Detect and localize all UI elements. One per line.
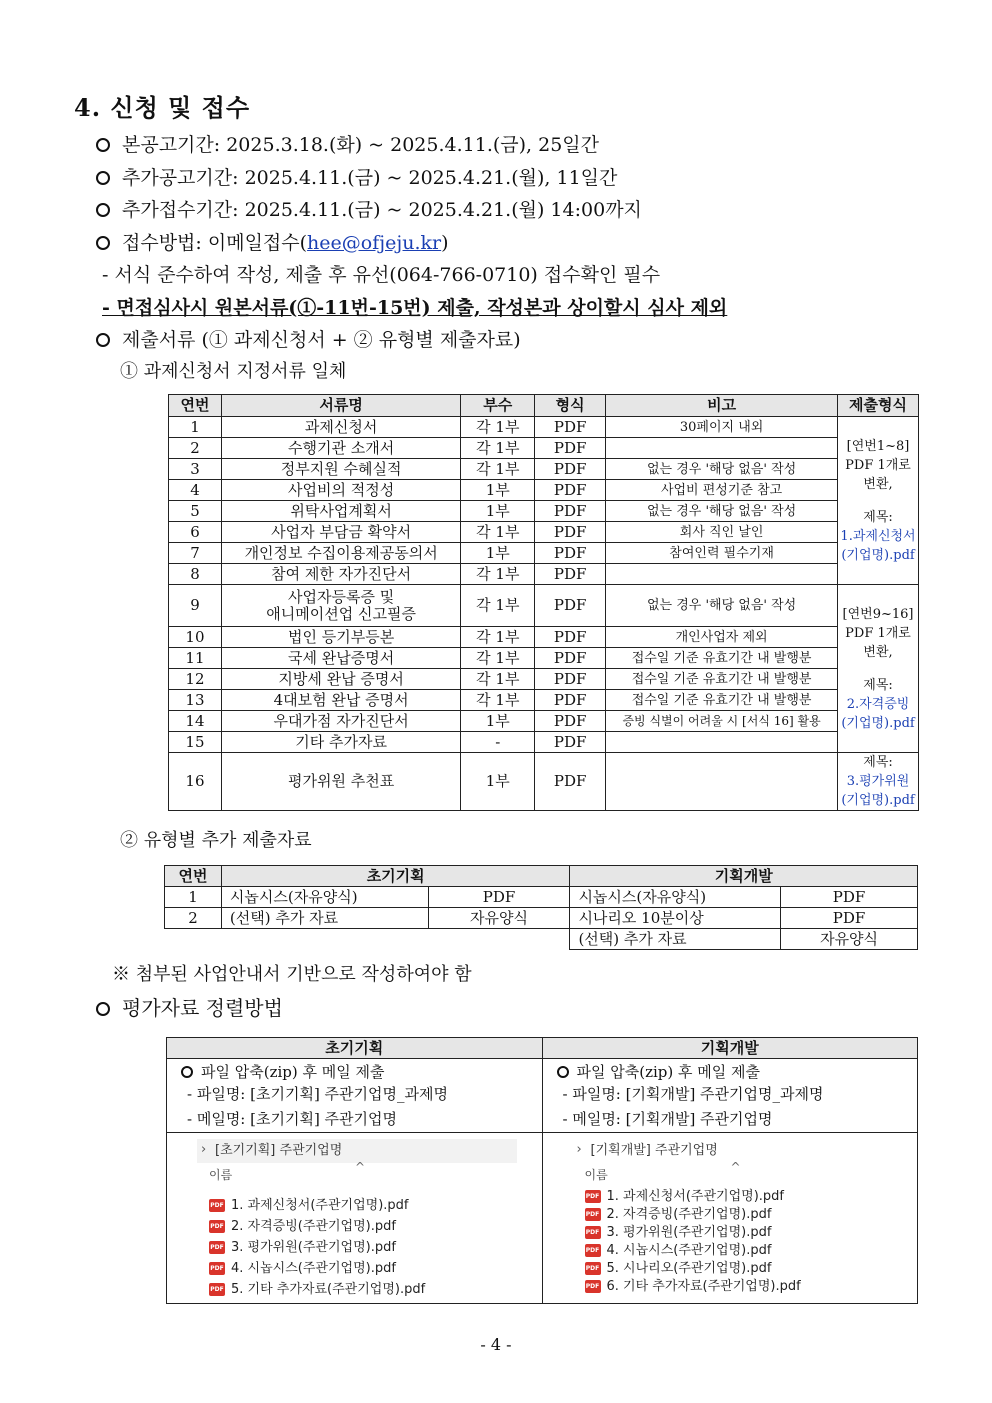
screenshot-row bbox=[167, 1133, 918, 1304]
cell-note bbox=[606, 732, 838, 753]
remark: ※ 첨부된 사업안내서 기반으로 작성하여야 함 bbox=[112, 964, 472, 985]
list-item bbox=[585, 1223, 801, 1241]
reception-close: ) bbox=[441, 232, 449, 254]
file-name: 2. 자격증빙(주관기업명).pdf bbox=[606, 1206, 772, 1222]
group2-line5: 2.자격증빙 bbox=[846, 696, 910, 712]
early-line1: 파일 압축(zip) 후 메일 제출 bbox=[201, 1063, 385, 1081]
cell-copies: 각 1부 bbox=[461, 564, 535, 585]
cell-copies: 1부 bbox=[461, 711, 535, 732]
table-row bbox=[169, 480, 919, 501]
cell-copies: 1부 bbox=[461, 501, 535, 522]
cell-submit-format-group-1 bbox=[838, 417, 919, 585]
col-header-early-planning: 초기기획 bbox=[221, 866, 570, 887]
name-column-header: 이름 bbox=[209, 1168, 233, 1182]
circle-bullet-icon bbox=[181, 1066, 193, 1078]
pdf-file-icon: PDF bbox=[585, 1262, 601, 1275]
list-item bbox=[209, 1279, 425, 1300]
eval-sort-table bbox=[166, 1037, 918, 1304]
col-header-doc-name: 서류명 bbox=[221, 395, 460, 417]
cell-doc-name: 법인 등기부등본 bbox=[221, 627, 460, 648]
cell-no: 10 bbox=[169, 627, 222, 648]
dev-line1-wrap bbox=[557, 1062, 918, 1082]
cell-format: PDF bbox=[535, 417, 606, 438]
early-line1-wrap bbox=[181, 1062, 542, 1082]
cell-dev-doc: 시나리오 10분이상 bbox=[570, 908, 781, 929]
cell-format: PDF bbox=[535, 627, 606, 648]
list-item bbox=[209, 1237, 425, 1258]
submit-docs bbox=[96, 328, 521, 352]
sort-caret-icon: ^ bbox=[730, 1160, 741, 1174]
cell-format: PDF bbox=[535, 753, 606, 811]
file-name: 2. 자격증빙(주관기업명).pdf bbox=[231, 1219, 396, 1234]
page-number: - 4 - bbox=[480, 1335, 512, 1354]
cell-doc-name: 수행기관 소개서 bbox=[221, 438, 460, 459]
table-row bbox=[169, 522, 919, 543]
cell-no: 13 bbox=[169, 690, 222, 711]
cell-format: PDF bbox=[535, 732, 606, 753]
cell-early-format: PDF bbox=[428, 887, 570, 908]
cell-note: 없는 경우 '해당 없음' 작성 bbox=[606, 585, 838, 627]
col-header-no: 연번 bbox=[169, 395, 222, 417]
group1-line3: 변환, bbox=[863, 476, 893, 492]
table-row bbox=[169, 585, 919, 627]
cell-no: 12 bbox=[169, 669, 222, 690]
group3-line3: (기업명).pdf bbox=[841, 793, 915, 808]
table-header-row bbox=[169, 395, 919, 417]
cell-copies: 각 1부 bbox=[461, 690, 535, 711]
table-row bbox=[169, 669, 919, 690]
pdf-file-icon: PDF bbox=[209, 1241, 225, 1254]
circle-bullet-icon bbox=[96, 138, 110, 152]
circle-bullet-icon bbox=[96, 171, 110, 185]
table-row bbox=[165, 908, 918, 929]
sub-heading-2: ② 유형별 추가 제출자료 bbox=[120, 830, 312, 851]
cell-note: 접수일 기준 유효기간 내 발행분 bbox=[606, 690, 838, 711]
additional-docs-table bbox=[164, 865, 918, 950]
cell-no: 9 bbox=[169, 585, 222, 627]
cell-format: PDF bbox=[535, 459, 606, 480]
pdf-file-icon: PDF bbox=[585, 1226, 601, 1239]
eval-title-text: 평가자료 정렬방법 bbox=[122, 996, 283, 1020]
list-item bbox=[585, 1187, 801, 1205]
col-header-note: 비고 bbox=[606, 395, 838, 417]
cell-early-doc: (선택) 추가 자료 bbox=[221, 908, 428, 929]
cell-doc-name: 4대보험 완납 증명서 bbox=[221, 690, 460, 711]
file-name: 3. 평가위원(주관기업명).pdf bbox=[231, 1240, 396, 1255]
cell-no: 3 bbox=[169, 459, 222, 480]
cell-note: 접수일 기준 유효기간 내 발행분 bbox=[606, 648, 838, 669]
cell-copies: 1부 bbox=[461, 480, 535, 501]
table-row bbox=[169, 732, 919, 753]
group1-line2: PDF 1개로 bbox=[845, 457, 911, 473]
col-header-format: 형식 bbox=[535, 395, 606, 417]
cell-format: PDF bbox=[535, 690, 606, 711]
additional-reception-period bbox=[96, 198, 642, 222]
group1-line5: 1.과제신청서 bbox=[840, 528, 916, 544]
cell-submit-format-group-3 bbox=[838, 753, 919, 811]
dev-folder-view bbox=[543, 1133, 918, 1303]
circle-bullet-icon bbox=[96, 203, 110, 217]
cell-no: 4 bbox=[169, 480, 222, 501]
cell-copies: 각 1부 bbox=[461, 585, 535, 627]
cell-dev-format: 자유양식 bbox=[781, 929, 918, 950]
dev-instructions bbox=[542, 1059, 918, 1133]
cell-copies: 각 1부 bbox=[461, 459, 535, 480]
cell-format: PDF bbox=[535, 585, 606, 627]
cell-format: PDF bbox=[535, 438, 606, 459]
cell-format: PDF bbox=[535, 480, 606, 501]
pdf-file-icon: PDF bbox=[585, 1280, 601, 1293]
reception-method bbox=[96, 231, 449, 255]
cell-doc-name bbox=[221, 585, 460, 627]
cell-no: 16 bbox=[169, 753, 222, 811]
file-name: 5. 기타 추가자료(주관기업명).pdf bbox=[231, 1282, 426, 1297]
cell-format: PDF bbox=[535, 648, 606, 669]
table-header-row bbox=[165, 866, 918, 887]
folder-breadcrumb: › [초기기획] 주관기업명 bbox=[197, 1139, 517, 1163]
application-docs-table bbox=[168, 394, 919, 811]
group3-line1: 제목: bbox=[863, 755, 893, 770]
table-row bbox=[169, 648, 919, 669]
dash-note-confirm: - 서식 준수하여 작성, 제출 후 유선(064-766-0710) 접수확인 필수 bbox=[102, 264, 661, 286]
cell-doc-name: 우대가점 자가진단서 bbox=[221, 711, 460, 732]
file-list bbox=[209, 1195, 425, 1300]
pdf-file-icon: PDF bbox=[585, 1208, 601, 1221]
table-row bbox=[165, 929, 918, 950]
list-item bbox=[585, 1277, 801, 1295]
pdf-file-icon: PDF bbox=[209, 1262, 225, 1275]
dev-line2: - 파일명: [기획개발] 주관기업명_과제명 bbox=[562, 1085, 824, 1103]
cell-note: 사업비 편성기준 참고 bbox=[606, 480, 838, 501]
cell-doc-name: 정부지원 수혜실적 bbox=[221, 459, 460, 480]
additional-notice-text: 추가공고기간: 2025.4.11.(금) ~ 2025.4.21.(월), 11일간 bbox=[122, 167, 618, 189]
table-row bbox=[169, 459, 919, 480]
additional-notice-period bbox=[96, 166, 617, 190]
doc-name-line1: 사업자등록증 및 bbox=[288, 587, 395, 606]
table-row bbox=[169, 627, 919, 648]
sub-heading-1: ① 과제신청서 지정서류 일체 bbox=[120, 361, 347, 382]
cell-empty bbox=[165, 929, 570, 950]
cell-note: 없는 경우 '해당 없음' 작성 bbox=[606, 501, 838, 522]
list-item bbox=[585, 1241, 801, 1259]
cell-note: 회사 직인 날인 bbox=[606, 522, 838, 543]
cell-dev-doc: 시놉시스(자유양식) bbox=[570, 887, 781, 908]
file-name: 6. 기타 추가자료(주관기업명).pdf bbox=[606, 1278, 801, 1294]
cell-no: 2 bbox=[165, 908, 222, 929]
file-name: 1. 과제신청서(주관기업명).pdf bbox=[606, 1188, 784, 1204]
cell-no: 8 bbox=[169, 564, 222, 585]
table-row bbox=[169, 438, 919, 459]
interview-note-text: - 면접심사시 원본서류(①-11번-15번) 제출, 작성본과 상이할시 심사 제외 bbox=[102, 297, 728, 319]
early-folder-screenshot bbox=[167, 1133, 543, 1304]
early-line3: - 메일명: [초기기획] 주관기업명 bbox=[187, 1110, 398, 1128]
table-header-row bbox=[167, 1038, 918, 1059]
cell-note: 증빙 식별이 어려울 시 [서식 16] 활용 bbox=[606, 711, 838, 732]
cell-note bbox=[606, 438, 838, 459]
group1-spacer bbox=[840, 494, 916, 508]
cell-note: 접수일 기준 유효기간 내 발행분 bbox=[606, 669, 838, 690]
cell-copies: 각 1부 bbox=[461, 627, 535, 648]
cell-no: 14 bbox=[169, 711, 222, 732]
cell-copies: 1부 bbox=[461, 753, 535, 811]
cell-submit-format-group-2 bbox=[838, 585, 919, 753]
notice-period bbox=[96, 133, 599, 157]
cell-format: PDF bbox=[535, 711, 606, 732]
list-item bbox=[585, 1205, 801, 1223]
table-row bbox=[165, 887, 918, 908]
cell-note bbox=[606, 753, 838, 811]
additional-reception-text: 추가접수기간: 2025.4.11.(금) ~ 2025.4.21.(월) 14:00까지 bbox=[122, 199, 642, 221]
circle-bullet-icon bbox=[96, 333, 110, 347]
cell-format: PDF bbox=[535, 669, 606, 690]
group3-line2: 3.평가위원 bbox=[846, 774, 910, 789]
pdf-file-icon: PDF bbox=[209, 1220, 225, 1233]
cell-doc-name: 기타 추가자료 bbox=[221, 732, 460, 753]
group1-line1: [연번1~8] bbox=[846, 438, 910, 454]
file-name: 3. 평가위원(주관기업명).pdf bbox=[606, 1224, 772, 1240]
cell-doc-name: 지방세 완납 증명서 bbox=[221, 669, 460, 690]
early-instructions bbox=[167, 1059, 543, 1133]
col-header-submit-format: 제출형식 bbox=[838, 395, 919, 417]
cell-copies: 1부 bbox=[461, 543, 535, 564]
dev-folder-screenshot bbox=[542, 1133, 918, 1304]
submit-docs-text: 제출서류 (① 과제신청서 + ② 유형별 제출자료) bbox=[122, 329, 521, 351]
circle-bullet-icon bbox=[557, 1066, 569, 1078]
circle-bullet-icon bbox=[96, 236, 110, 250]
cell-doc-name: 평가위원 추천표 bbox=[221, 753, 460, 811]
cell-copies: 각 1부 bbox=[461, 438, 535, 459]
list-item bbox=[585, 1259, 801, 1277]
group1-line4: 제목: bbox=[863, 509, 893, 525]
cell-doc-name: 참여 제한 자가진단서 bbox=[221, 564, 460, 585]
group2-spacer bbox=[840, 662, 916, 676]
cell-early-format: 자유양식 bbox=[428, 908, 570, 929]
cell-doc-name: 사업비의 적정성 bbox=[221, 480, 460, 501]
cell-format: PDF bbox=[535, 543, 606, 564]
table-row bbox=[169, 417, 919, 438]
cell-format: PDF bbox=[535, 564, 606, 585]
cell-note: 참여인력 필수기재 bbox=[606, 543, 838, 564]
cell-no: 1 bbox=[165, 887, 222, 908]
cell-doc-name: 위탁사업계획서 bbox=[221, 501, 460, 522]
cell-no: 2 bbox=[169, 438, 222, 459]
col-header-planning-dev: 기획개발 bbox=[570, 866, 918, 887]
table-row bbox=[169, 711, 919, 732]
early-line2: - 파일명: [초기기획] 주관기업명_과제명 bbox=[187, 1085, 448, 1103]
cell-format: PDF bbox=[535, 501, 606, 522]
cell-doc-name: 개인정보 수집이용제공동의서 bbox=[221, 543, 460, 564]
notice-period-text: 본공고기간: 2025.3.18.(화) ~ 2025.4.11.(금), 25일간 bbox=[122, 134, 600, 156]
folder-breadcrumb: › [기획개발] 주관기업명 bbox=[573, 1139, 893, 1163]
cell-format: PDF bbox=[535, 522, 606, 543]
cell-no: 1 bbox=[169, 417, 222, 438]
cell-copies: 각 1부 bbox=[461, 648, 535, 669]
cell-note bbox=[606, 564, 838, 585]
table-row bbox=[169, 543, 919, 564]
cell-doc-name: 국세 완납증명서 bbox=[221, 648, 460, 669]
dev-line3: - 메일명: [기획개발] 주관기업명 bbox=[562, 1110, 773, 1128]
doc-name-line2: 애니메이션업 신고필증 bbox=[266, 604, 416, 623]
col-header-planning-dev: 기획개발 bbox=[542, 1038, 918, 1059]
email-link[interactable]: hee@ofjeju.kr bbox=[307, 232, 442, 254]
eval-sort-method bbox=[96, 996, 283, 1020]
table-row bbox=[169, 501, 919, 522]
col-header-early-planning: 초기기획 bbox=[167, 1038, 543, 1059]
list-item bbox=[209, 1258, 425, 1279]
group2-line6: (기업명).pdf bbox=[841, 715, 915, 731]
table-row bbox=[169, 690, 919, 711]
cell-copies: 각 1부 bbox=[461, 522, 535, 543]
group2-line2: PDF 1개로 bbox=[845, 625, 911, 641]
dash-note-interview bbox=[102, 296, 727, 320]
cell-doc-name: 과제신청서 bbox=[221, 417, 460, 438]
col-header-no: 연번 bbox=[165, 866, 222, 887]
group1-line6: (기업명).pdf bbox=[841, 547, 915, 563]
pdf-file-icon: PDF bbox=[585, 1190, 601, 1203]
cell-note: 없는 경우 '해당 없음' 작성 bbox=[606, 459, 838, 480]
section-heading: 4. 신청 및 접수 bbox=[74, 93, 251, 122]
file-name: 1. 과제신청서(주관기업명).pdf bbox=[231, 1198, 409, 1213]
cell-dev-doc: (선택) 추가 자료 bbox=[570, 929, 781, 950]
file-name: 4. 시놉시스(주관기업명).pdf bbox=[231, 1261, 396, 1276]
cell-note: 30페이지 내외 bbox=[606, 417, 838, 438]
cell-dev-format: PDF bbox=[781, 887, 918, 908]
name-column-header: 이름 bbox=[584, 1168, 608, 1182]
sort-caret-icon: ^ bbox=[355, 1160, 366, 1174]
reception-label: 접수방법: 이메일접수( bbox=[122, 232, 308, 254]
col-header-copies: 부수 bbox=[461, 395, 535, 417]
table-row bbox=[169, 564, 919, 585]
group2-line1: [연번9~16] bbox=[842, 606, 914, 622]
early-folder-view bbox=[167, 1133, 542, 1303]
cell-copies: 각 1부 bbox=[461, 669, 535, 690]
cell-no: 11 bbox=[169, 648, 222, 669]
cell-copies: - bbox=[461, 732, 535, 753]
dev-line1: 파일 압축(zip) 후 메일 제출 bbox=[576, 1063, 760, 1081]
instruction-row bbox=[167, 1059, 918, 1133]
file-name: 5. 시나리오(주관기업명).pdf bbox=[606, 1260, 772, 1276]
cell-note: 개인사업자 제외 bbox=[606, 627, 838, 648]
table-row bbox=[169, 753, 919, 811]
pdf-file-icon: PDF bbox=[209, 1283, 225, 1296]
group2-line4: 제목: bbox=[863, 677, 893, 693]
file-list bbox=[585, 1187, 801, 1295]
cell-dev-format: PDF bbox=[781, 908, 918, 929]
circle-bullet-icon bbox=[96, 1002, 110, 1016]
cell-no: 15 bbox=[169, 732, 222, 753]
cell-no: 5 bbox=[169, 501, 222, 522]
cell-copies: 각 1부 bbox=[461, 417, 535, 438]
list-item bbox=[209, 1195, 425, 1216]
cell-no: 6 bbox=[169, 522, 222, 543]
cell-doc-name: 사업자 부담금 확약서 bbox=[221, 522, 460, 543]
list-item bbox=[209, 1216, 425, 1237]
file-name: 4. 시놉시스(주관기업명).pdf bbox=[606, 1242, 772, 1258]
cell-early-doc: 시놉시스(자유양식) bbox=[221, 887, 428, 908]
pdf-file-icon: PDF bbox=[585, 1244, 601, 1257]
group2-line3: 변환, bbox=[863, 644, 893, 660]
pdf-file-icon: PDF bbox=[209, 1199, 225, 1212]
cell-no: 7 bbox=[169, 543, 222, 564]
